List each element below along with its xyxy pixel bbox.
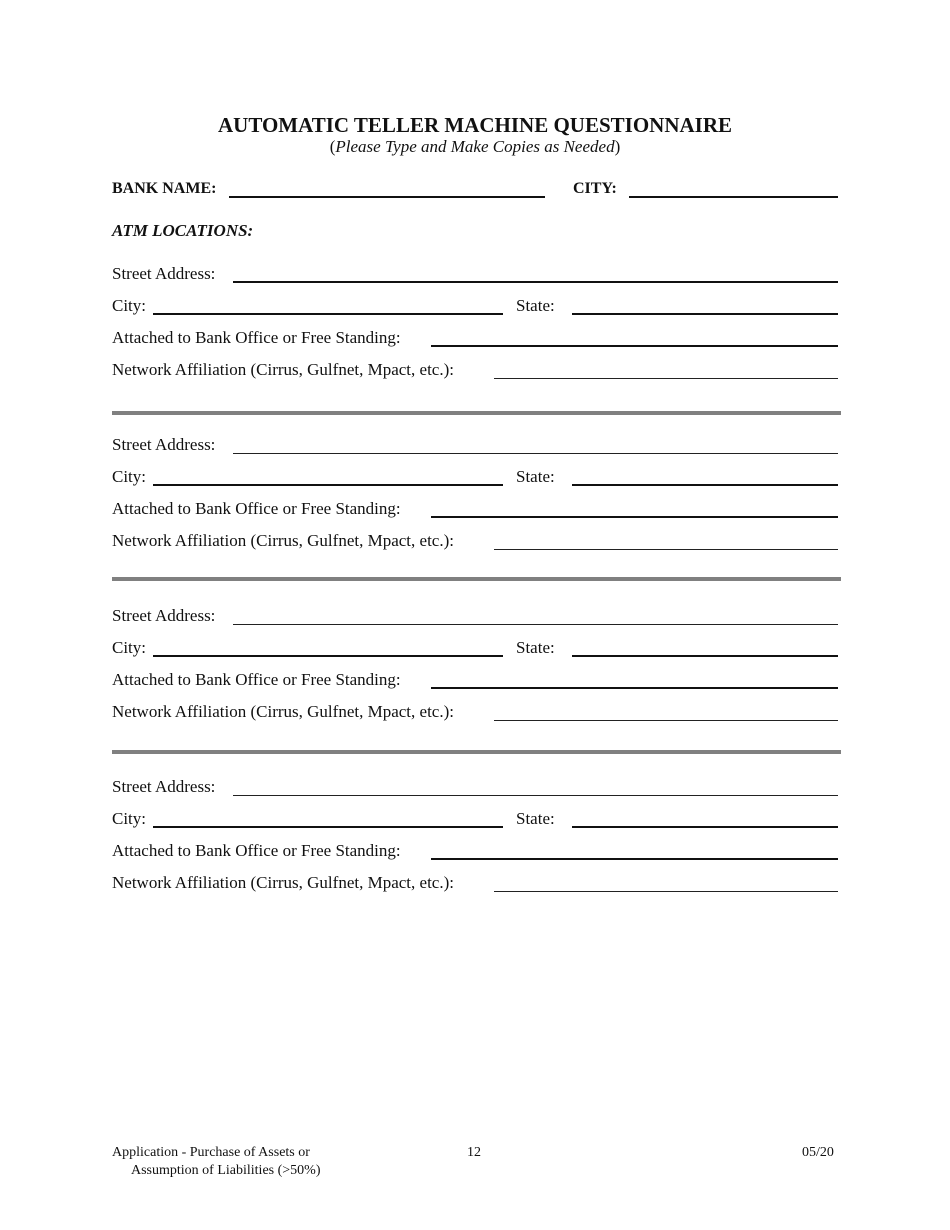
state-field[interactable] xyxy=(572,484,838,486)
attached-field[interactable] xyxy=(431,858,838,860)
attached-field[interactable] xyxy=(431,687,838,689)
city-field[interactable] xyxy=(153,313,503,315)
street-address-label: Street Address: xyxy=(112,435,216,454)
bank-name-label: BANK NAME: xyxy=(112,180,217,197)
attached-label: Attached to Bank Office or Free Standing: xyxy=(112,499,401,518)
revision-date: 05/20 xyxy=(802,1145,834,1160)
state-field[interactable] xyxy=(572,655,838,657)
city-field[interactable] xyxy=(153,826,503,828)
state-field[interactable] xyxy=(572,826,838,828)
city-label: City: xyxy=(112,467,147,486)
footer-form-title-line1: Application - Purchase of Assets or xyxy=(112,1145,310,1160)
network-field[interactable] xyxy=(494,891,838,892)
state-label: State: xyxy=(516,809,555,828)
state-label: State: xyxy=(516,467,555,486)
attached-field[interactable] xyxy=(431,345,838,347)
street-address-field[interactable] xyxy=(233,281,838,283)
state-label: State: xyxy=(516,296,555,315)
bank-name-field[interactable] xyxy=(229,196,545,198)
network-label: Network Affiliation (Cirrus, Gulfnet, Mpact, etc.): xyxy=(112,531,454,550)
section-divider xyxy=(112,411,841,415)
city-label: City: xyxy=(112,638,147,657)
bank-city-label: CITY: xyxy=(573,180,617,197)
street-address-field[interactable] xyxy=(233,453,838,454)
network-label: Network Affiliation (Cirrus, Gulfnet, Mpact, etc.): xyxy=(112,702,454,721)
street-address-label: Street Address: xyxy=(112,777,216,796)
network-field[interactable] xyxy=(494,720,838,721)
attached-label: Attached to Bank Office or Free Standing: xyxy=(112,328,401,347)
bank-city-field[interactable] xyxy=(629,196,838,198)
form-subtitle: (Please Type and Make Copies as Needed) xyxy=(329,137,621,156)
city-field[interactable] xyxy=(153,655,503,657)
attached-label: Attached to Bank Office or Free Standing: xyxy=(112,670,401,689)
network-field[interactable] xyxy=(494,549,838,550)
atm-locations-heading: ATM LOCATIONS: xyxy=(112,221,254,240)
street-address-label: Street Address: xyxy=(112,606,216,625)
state-field[interactable] xyxy=(572,313,838,315)
network-label: Network Affiliation (Cirrus, Gulfnet, Mpact, etc.): xyxy=(112,873,454,892)
page-number: 12 xyxy=(467,1145,481,1160)
city-field[interactable] xyxy=(153,484,503,486)
attached-label: Attached to Bank Office or Free Standing: xyxy=(112,841,401,860)
footer-form-title-line2: Assumption of Liabilities (>50%) xyxy=(131,1163,321,1178)
attached-field[interactable] xyxy=(431,516,838,518)
state-label: State: xyxy=(516,638,555,657)
network-field[interactable] xyxy=(494,378,838,379)
form-title: AUTOMATIC TELLER MACHINE QUESTIONNAIRE xyxy=(217,113,732,137)
street-address-field[interactable] xyxy=(233,795,838,796)
section-divider xyxy=(112,577,841,581)
section-divider xyxy=(112,750,841,754)
network-label: Network Affiliation (Cirrus, Gulfnet, Mpact, etc.): xyxy=(112,360,454,379)
street-address-field[interactable] xyxy=(233,624,838,625)
street-address-label: Street Address: xyxy=(112,264,216,283)
city-label: City: xyxy=(112,296,147,315)
city-label: City: xyxy=(112,809,147,828)
